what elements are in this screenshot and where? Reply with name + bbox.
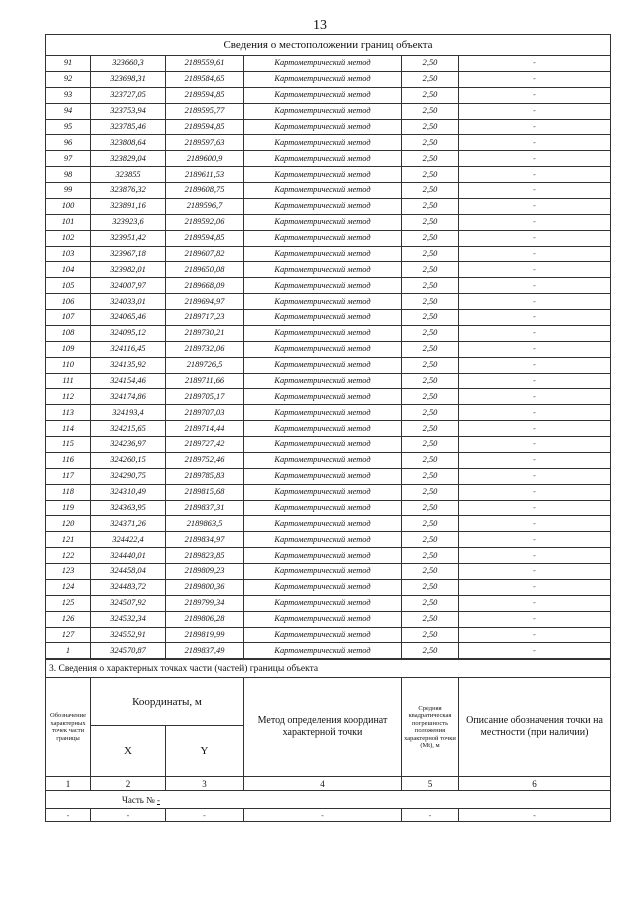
accuracy-cell: 2,50 (402, 627, 459, 643)
y-coordinate-cell: 2189594,85 (166, 87, 244, 103)
description-cell: - (459, 548, 611, 564)
point-number-cell: 91 (46, 56, 91, 72)
description-cell: - (459, 611, 611, 627)
point-number-cell: 98 (46, 167, 91, 183)
table-row (46, 500, 611, 516)
x-coordinate-cell: 323753,94 (91, 103, 166, 119)
x-coordinate-cell: 324552,91 (91, 627, 166, 643)
description-cell: - (459, 198, 611, 214)
method-cell: Картометрический метод (244, 437, 402, 453)
y-coordinate-cell: 2189592,06 (166, 214, 244, 230)
x-coordinate-cell: 323808,64 (91, 135, 166, 151)
description-cell: - (459, 452, 611, 468)
method-cell: Картометрический метод (244, 627, 402, 643)
method-cell: Картометрический метод (244, 87, 402, 103)
method-cell: Картометрический метод (244, 167, 402, 183)
table-row (46, 167, 611, 183)
method-cell: Картометрический метод (244, 341, 402, 357)
accuracy-cell: 2,50 (402, 167, 459, 183)
accuracy-cell: 2,50 (402, 373, 459, 389)
description-cell: - (459, 405, 611, 421)
y-coordinate-cell: 2189806,28 (166, 611, 244, 627)
accuracy-cell: 2,50 (402, 310, 459, 326)
description-cell: - (459, 484, 611, 500)
description-cell: - (459, 87, 611, 103)
y-coordinate-cell: 2189595,77 (166, 103, 244, 119)
x-coordinate-cell: 324215,65 (91, 421, 166, 437)
section3-title: 3. Сведения о характерных точках части (частей) границы объекта (46, 660, 611, 678)
table-row (46, 341, 611, 357)
x-coordinate-cell: 324095,12 (91, 325, 166, 341)
x-coordinate-cell: 323982,01 (91, 262, 166, 278)
y-coordinate-cell: 2189711,66 (166, 373, 244, 389)
table-row (46, 183, 611, 199)
y-coordinate-cell: 2189594,85 (166, 230, 244, 246)
point-number-cell: 102 (46, 230, 91, 246)
header-accuracy: Средняя квадратическая погрешность положения характерной точки (Мt), м (402, 678, 459, 777)
point-number-cell: 113 (46, 405, 91, 421)
accuracy-cell: 2,50 (402, 500, 459, 516)
point-number-cell: 115 (46, 437, 91, 453)
x-coordinate-cell: 323951,42 (91, 230, 166, 246)
description-cell: - (459, 532, 611, 548)
accuracy-cell: 2,50 (402, 135, 459, 151)
method-cell: Картометрический метод (244, 516, 402, 532)
y-coordinate-cell: 2189694,97 (166, 294, 244, 310)
x-coordinate-cell: 324193,4 (91, 405, 166, 421)
table-row (46, 262, 611, 278)
x-coordinate-cell: 324371,26 (91, 516, 166, 532)
point-number-cell: 123 (46, 564, 91, 580)
method-cell: Картометрический метод (244, 548, 402, 564)
header-y: Y (166, 726, 244, 777)
x-coordinate-cell: 323855 (91, 167, 166, 183)
table-row (46, 56, 611, 72)
accuracy-cell: 2,50 (402, 579, 459, 595)
method-cell: Картометрический метод (244, 119, 402, 135)
point-number-cell: 104 (46, 262, 91, 278)
table-row (46, 389, 611, 405)
method-cell: Картометрический метод (244, 579, 402, 595)
table-title: Сведения о местоположении границ объекта (46, 35, 611, 56)
y-coordinate-cell: 2189607,82 (166, 246, 244, 262)
y-coordinate-cell: 2189837,49 (166, 643, 244, 659)
table-row (46, 532, 611, 548)
point-number-cell: 111 (46, 373, 91, 389)
table-row (46, 71, 611, 87)
x-coordinate-cell: 324458,04 (91, 564, 166, 580)
point-number-cell: 105 (46, 278, 91, 294)
x-coordinate-cell: 324290,75 (91, 468, 166, 484)
y-coordinate-cell: 2189834,97 (166, 532, 244, 548)
y-coordinate-cell: 2189785,83 (166, 468, 244, 484)
point-number-cell: 94 (46, 103, 91, 119)
description-cell: - (459, 389, 611, 405)
method-cell: Картометрический метод (244, 468, 402, 484)
y-coordinate-cell: 2189863,5 (166, 516, 244, 532)
method-cell: Картометрический метод (244, 357, 402, 373)
y-coordinate-cell: 2189809,23 (166, 564, 244, 580)
method-cell: Картометрический метод (244, 611, 402, 627)
description-cell: - (459, 103, 611, 119)
point-number-cell: 106 (46, 294, 91, 310)
header-point-designation: Обозначение характерных точек части границы (46, 678, 91, 777)
accuracy-cell: 2,50 (402, 87, 459, 103)
accuracy-cell: 2,50 (402, 532, 459, 548)
x-coordinate-cell: 324033,01 (91, 294, 166, 310)
method-cell: Картометрический метод (244, 452, 402, 468)
accuracy-cell: 2,50 (402, 56, 459, 72)
y-coordinate-cell: 2189717,23 (166, 310, 244, 326)
description-cell: - (459, 437, 611, 453)
description-cell: - (459, 230, 611, 246)
point-number-cell: 107 (46, 310, 91, 326)
accuracy-cell: 2,50 (402, 325, 459, 341)
accuracy-cell: 2,50 (402, 437, 459, 453)
table-row (46, 103, 611, 119)
point-number-cell: 92 (46, 71, 91, 87)
x-coordinate-cell: 324154,46 (91, 373, 166, 389)
method-cell: Картометрический метод (244, 103, 402, 119)
point-number-cell: 1 (46, 643, 91, 659)
accuracy-cell: 2,50 (402, 643, 459, 659)
x-coordinate-cell: 324007,97 (91, 278, 166, 294)
point-number-cell: 101 (46, 214, 91, 230)
y-coordinate-cell: 2189714,44 (166, 421, 244, 437)
empty-cell: - (402, 809, 459, 822)
method-cell: Картометрический метод (244, 643, 402, 659)
x-coordinate-cell: 324116,45 (91, 341, 166, 357)
empty-cell: - (166, 809, 244, 822)
table-row (46, 278, 611, 294)
part-label-text: Часть № (122, 794, 155, 805)
description-cell: - (459, 627, 611, 643)
point-number-cell: 122 (46, 548, 91, 564)
x-coordinate-cell: 324570,87 (91, 643, 166, 659)
description-cell: - (459, 643, 611, 659)
y-coordinate-cell: 2189584,65 (166, 71, 244, 87)
accuracy-cell: 2,50 (402, 214, 459, 230)
col-number: 6 (459, 777, 611, 791)
y-coordinate-cell: 2189823,85 (166, 548, 244, 564)
method-cell: Картометрический метод (244, 246, 402, 262)
point-number-cell: 121 (46, 532, 91, 548)
y-coordinate-cell: 2189730,21 (166, 325, 244, 341)
y-coordinate-cell: 2189727,42 (166, 437, 244, 453)
col-number: 2 (91, 777, 166, 791)
y-coordinate-cell: 2189600,9 (166, 151, 244, 167)
table-row (46, 548, 611, 564)
description-cell: - (459, 564, 611, 580)
accuracy-cell: 2,50 (402, 421, 459, 437)
y-coordinate-cell: 2189752,46 (166, 452, 244, 468)
method-cell: Картометрический метод (244, 310, 402, 326)
part-points-table (45, 659, 611, 822)
accuracy-cell: 2,50 (402, 468, 459, 484)
table-row (46, 564, 611, 580)
col-number: 4 (244, 777, 402, 791)
method-cell: Картометрический метод (244, 262, 402, 278)
description-cell: - (459, 246, 611, 262)
point-number-cell: 103 (46, 246, 91, 262)
table-row (46, 135, 611, 151)
method-cell: Картометрический метод (244, 56, 402, 72)
y-coordinate-cell: 2189837,31 (166, 500, 244, 516)
y-coordinate-cell: 2189559,61 (166, 56, 244, 72)
table-row (46, 627, 611, 643)
accuracy-cell: 2,50 (402, 183, 459, 199)
table-row (46, 214, 611, 230)
x-coordinate-cell: 324422,4 (91, 532, 166, 548)
empty-cell: - (459, 809, 611, 822)
method-cell: Картометрический метод (244, 230, 402, 246)
description-cell: - (459, 516, 611, 532)
description-cell: - (459, 183, 611, 199)
point-number-cell: 108 (46, 325, 91, 341)
x-coordinate-cell: 323727,05 (91, 87, 166, 103)
y-coordinate-cell: 2189815,68 (166, 484, 244, 500)
page-number: 13 (313, 18, 327, 33)
method-cell: Картометрический метод (244, 405, 402, 421)
description-cell: - (459, 214, 611, 230)
part-row (46, 791, 611, 809)
table-row (46, 373, 611, 389)
table-row (46, 595, 611, 611)
x-coordinate-cell: 324363,95 (91, 500, 166, 516)
description-cell: - (459, 167, 611, 183)
table-row (46, 468, 611, 484)
table-row (46, 643, 611, 659)
col-number: 5 (402, 777, 459, 791)
description-cell: - (459, 357, 611, 373)
accuracy-cell: 2,50 (402, 357, 459, 373)
method-cell: Картометрический метод (244, 595, 402, 611)
accuracy-cell: 2,50 (402, 103, 459, 119)
x-coordinate-cell: 323785,46 (91, 119, 166, 135)
point-number-cell: 118 (46, 484, 91, 500)
description-cell: - (459, 373, 611, 389)
method-cell: Картометрический метод (244, 373, 402, 389)
point-number-cell: 99 (46, 183, 91, 199)
table-row (46, 87, 611, 103)
point-number-cell: 117 (46, 468, 91, 484)
table-row (46, 516, 611, 532)
accuracy-cell: 2,50 (402, 119, 459, 135)
table-row (46, 437, 611, 453)
accuracy-cell: 2,50 (402, 611, 459, 627)
x-coordinate-cell: 323923,6 (91, 214, 166, 230)
method-cell: Картометрический метод (244, 564, 402, 580)
y-coordinate-cell: 2189594,85 (166, 119, 244, 135)
point-number-cell: 120 (46, 516, 91, 532)
y-coordinate-cell: 2189707,03 (166, 405, 244, 421)
x-coordinate-cell: 324440,01 (91, 548, 166, 564)
accuracy-cell: 2,50 (402, 278, 459, 294)
point-number-cell: 95 (46, 119, 91, 135)
empty-cell: - (91, 809, 166, 822)
point-number-cell: 124 (46, 579, 91, 595)
accuracy-cell: 2,50 (402, 516, 459, 532)
description-cell: - (459, 341, 611, 357)
description-cell: - (459, 119, 611, 135)
col-number: 3 (166, 777, 244, 791)
x-coordinate-cell: 323891,16 (91, 198, 166, 214)
y-coordinate-cell: 2189608,75 (166, 183, 244, 199)
accuracy-cell: 2,50 (402, 452, 459, 468)
method-cell: Картометрический метод (244, 135, 402, 151)
table-row (46, 452, 611, 468)
method-cell: Картометрический метод (244, 294, 402, 310)
table-row (46, 294, 611, 310)
y-coordinate-cell: 2189705,17 (166, 389, 244, 405)
table-row (46, 119, 611, 135)
y-coordinate-cell: 2189819,99 (166, 627, 244, 643)
method-cell: Картометрический метод (244, 278, 402, 294)
accuracy-cell: 2,50 (402, 246, 459, 262)
point-number-cell: 100 (46, 198, 91, 214)
point-number-cell: 114 (46, 421, 91, 437)
y-coordinate-cell: 2189668,09 (166, 278, 244, 294)
table-row (46, 230, 611, 246)
x-coordinate-cell: 324310,49 (91, 484, 166, 500)
document-sheet (45, 34, 610, 822)
point-number-cell: 125 (46, 595, 91, 611)
description-cell: - (459, 468, 611, 484)
description-cell: - (459, 135, 611, 151)
method-cell: Картометрический метод (244, 500, 402, 516)
method-cell: Картометрический метод (244, 389, 402, 405)
method-cell: Картометрический метод (244, 421, 402, 437)
description-cell: - (459, 71, 611, 87)
point-number-cell: 127 (46, 627, 91, 643)
x-coordinate-cell: 323876,32 (91, 183, 166, 199)
col-number: 1 (46, 777, 91, 791)
point-number-cell: 110 (46, 357, 91, 373)
description-cell: - (459, 310, 611, 326)
point-number-cell: 97 (46, 151, 91, 167)
header-method: Метод определения координат характерной точки (244, 678, 402, 777)
method-cell: Картометрический метод (244, 151, 402, 167)
y-coordinate-cell: 2189732,06 (166, 341, 244, 357)
header-coordinates: Координаты, м (91, 678, 244, 726)
method-cell: Картометрический метод (244, 532, 402, 548)
x-coordinate-cell: 323967,18 (91, 246, 166, 262)
description-cell: - (459, 56, 611, 72)
accuracy-cell: 2,50 (402, 484, 459, 500)
accuracy-cell: 2,50 (402, 294, 459, 310)
empty-cell: - (244, 809, 402, 822)
x-coordinate-cell: 324236,97 (91, 437, 166, 453)
description-cell: - (459, 500, 611, 516)
boundary-points-table (45, 34, 611, 659)
x-coordinate-cell: 323829,04 (91, 151, 166, 167)
point-number-cell: 119 (46, 500, 91, 516)
accuracy-cell: 2,50 (402, 198, 459, 214)
column-number-row (46, 777, 611, 791)
x-coordinate-cell: 324507,92 (91, 595, 166, 611)
method-cell: Картометрический метод (244, 183, 402, 199)
table-row (46, 325, 611, 341)
description-cell: - (459, 579, 611, 595)
accuracy-cell: 2,50 (402, 262, 459, 278)
accuracy-cell: 2,50 (402, 595, 459, 611)
accuracy-cell: 2,50 (402, 564, 459, 580)
x-coordinate-cell: 324532,34 (91, 611, 166, 627)
description-cell: - (459, 151, 611, 167)
part-value: - (156, 794, 160, 805)
point-number-cell: 96 (46, 135, 91, 151)
point-number-cell: 109 (46, 341, 91, 357)
y-coordinate-cell: 2189800,36 (166, 579, 244, 595)
accuracy-cell: 2,50 (402, 151, 459, 167)
table-row (46, 405, 611, 421)
method-cell: Картометрический метод (244, 71, 402, 87)
table-row (46, 611, 611, 627)
table-row (46, 151, 611, 167)
accuracy-cell: 2,50 (402, 230, 459, 246)
x-coordinate-cell: 324260,15 (91, 452, 166, 468)
y-coordinate-cell: 2189726,5 (166, 357, 244, 373)
y-coordinate-cell: 2189611,53 (166, 167, 244, 183)
description-cell: - (459, 595, 611, 611)
accuracy-cell: 2,50 (402, 341, 459, 357)
y-coordinate-cell: 2189799,34 (166, 595, 244, 611)
accuracy-cell: 2,50 (402, 405, 459, 421)
point-number-cell: 116 (46, 452, 91, 468)
x-coordinate-cell: 323660,3 (91, 56, 166, 72)
x-coordinate-cell: 324135,92 (91, 357, 166, 373)
empty-row (46, 809, 611, 822)
description-cell: - (459, 294, 611, 310)
y-coordinate-cell: 2189597,63 (166, 135, 244, 151)
point-number-cell: 112 (46, 389, 91, 405)
table-row (46, 579, 611, 595)
method-cell: Картометрический метод (244, 214, 402, 230)
table-row (46, 421, 611, 437)
description-cell: - (459, 278, 611, 294)
accuracy-cell: 2,50 (402, 548, 459, 564)
description-cell: - (459, 421, 611, 437)
point-number-cell: 126 (46, 611, 91, 627)
x-coordinate-cell: 324065,46 (91, 310, 166, 326)
part-label (46, 791, 611, 809)
description-cell: - (459, 325, 611, 341)
table-row (46, 484, 611, 500)
table-row (46, 310, 611, 326)
x-coordinate-cell: 323698,31 (91, 71, 166, 87)
table-row (46, 246, 611, 262)
y-coordinate-cell: 2189650,08 (166, 262, 244, 278)
method-cell: Картометрический метод (244, 325, 402, 341)
table-row (46, 198, 611, 214)
method-cell: Картометрический метод (244, 484, 402, 500)
accuracy-cell: 2,50 (402, 71, 459, 87)
table-row (46, 357, 611, 373)
empty-cell: - (46, 809, 91, 822)
y-coordinate-cell: 2189596,7 (166, 198, 244, 214)
description-cell: - (459, 262, 611, 278)
method-cell: Картометрический метод (244, 198, 402, 214)
x-coordinate-cell: 324483,72 (91, 579, 166, 595)
point-number-cell: 93 (46, 87, 91, 103)
header-description: Описание обозначения точки на местности (при наличии) (459, 678, 611, 777)
x-coordinate-cell: 324174,86 (91, 389, 166, 405)
header-x: X (91, 726, 166, 777)
accuracy-cell: 2,50 (402, 389, 459, 405)
